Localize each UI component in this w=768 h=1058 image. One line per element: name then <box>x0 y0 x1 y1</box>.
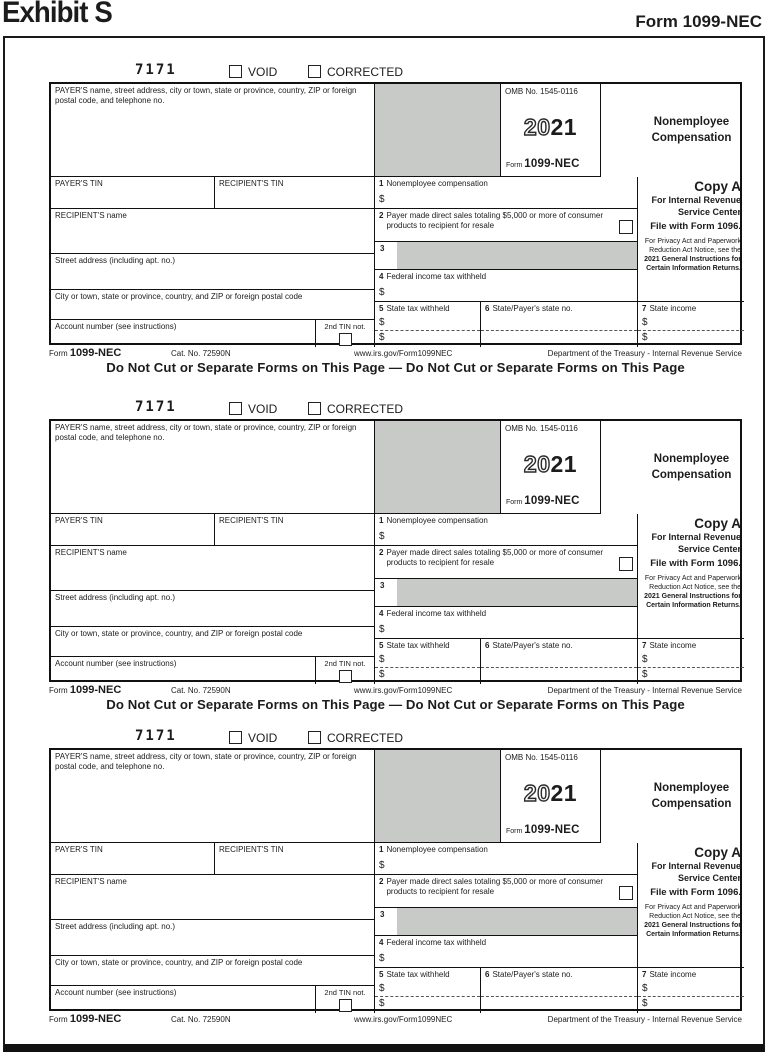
form-number: 1099-NEC <box>524 158 580 171</box>
box6-state-payer-no[interactable] <box>481 968 638 1013</box>
box5-dollar-1: $ <box>379 317 385 328</box>
account-number-cell[interactable] <box>51 320 316 347</box>
box6-state-payer-no[interactable] <box>481 302 638 347</box>
form-footer <box>49 345 742 360</box>
box2-number: 2 <box>379 211 384 220</box>
box4-dollar-sign: $ <box>379 953 385 965</box>
shaded-area <box>375 84 501 177</box>
city-cell[interactable] <box>51 290 375 320</box>
box2-direct-sales <box>375 875 638 908</box>
recipient-name-cell[interactable] <box>51 875 375 920</box>
box6-label: 6 State/Payer's state no. <box>481 302 637 316</box>
street-address-cell[interactable] <box>51 254 375 290</box>
copy-a-line1: For Internal Revenue <box>651 195 741 206</box>
exhibit-title: Exhibit S <box>2 0 112 29</box>
copy-a-line2: Service Center <box>677 206 741 217</box>
form-title <box>601 115 744 146</box>
box1-number: 1 <box>379 845 384 854</box>
void-label: VOID <box>248 731 278 745</box>
box3-shaded-area <box>397 242 637 269</box>
box3-number: 3 <box>375 908 397 923</box>
second-tin-not-cell <box>316 320 375 347</box>
void-checkbox[interactable] <box>229 65 242 78</box>
box4-label: 4 Federal income tax withheld <box>379 938 487 947</box>
void-label: VOID <box>248 402 278 416</box>
account-number-label: Account number (see instructions) <box>55 659 177 668</box>
form-title <box>601 452 744 483</box>
box1-nonemployee-compensation[interactable] <box>375 843 638 875</box>
box4-federal-tax-withheld[interactable] <box>375 607 638 639</box>
copy-a-cell <box>638 843 744 968</box>
corrected-label: CORRECTED <box>327 65 404 79</box>
box5-dollar-2: $ <box>379 332 385 343</box>
form-footer <box>49 682 742 697</box>
box5-dollar-1: $ <box>379 654 385 665</box>
copy-a-line1: For Internal Revenue <box>651 532 741 543</box>
void-checkbox[interactable] <box>229 731 242 744</box>
box1-nonemployee-compensation[interactable] <box>375 177 638 209</box>
payer-tin-cell[interactable] <box>51 514 215 546</box>
footer-form-id: Form 1099-NEC <box>49 684 122 696</box>
street-address-label: Street address (including apt. no.) <box>55 922 176 931</box>
recipient-name-cell[interactable] <box>51 209 375 254</box>
street-address-label: Street address (including apt. no.) <box>55 256 176 265</box>
form-title-line1: Nonemployee <box>653 115 730 128</box>
box7-dollar-1: $ <box>642 654 648 665</box>
do-not-cut-line: Do Not Cut or Separate Forms on This Page — Do Not Cut or Separate Forms on This Page <box>106 697 685 712</box>
corrected-checkbox[interactable] <box>308 65 321 78</box>
year-prefix: 20 <box>523 450 551 477</box>
box4-label: 4 Federal income tax withheld <box>379 272 487 281</box>
box7-label: 7 State income <box>638 968 744 982</box>
copy-a-line1: For Internal Revenue <box>651 861 741 872</box>
box5-label: 5 State tax withheld <box>375 302 480 316</box>
treasury-department-line: Department of the Treasury - Internal Revenue Service <box>547 1015 742 1024</box>
form-1099nec-copy <box>49 62 742 377</box>
copy-a-line2: Service Center <box>677 543 741 554</box>
do-not-cut-line: Do Not Cut or Separate Forms on This Page — Do Not Cut or Separate Forms on This Page <box>106 360 685 375</box>
form-1099nec-copy <box>49 728 742 1026</box>
form-title-cell <box>601 750 744 843</box>
box3-shaded-area <box>397 908 637 935</box>
box3-shaded <box>375 242 638 270</box>
omb-cell <box>501 750 601 843</box>
box5-dollar-2: $ <box>379 998 385 1009</box>
box2-direct-sales <box>375 209 638 242</box>
omb-number: OMB No. 1545-0116 <box>505 424 578 433</box>
box4-number: 4 <box>379 938 384 947</box>
corrected-checkbox[interactable] <box>308 731 321 744</box>
box5-number: 5 <box>379 970 384 979</box>
box6-number: 6 <box>485 970 490 979</box>
form-word: Form <box>506 828 523 836</box>
second-tin-not-label: 2nd TIN not. <box>324 322 366 331</box>
print-code: 7171 <box>135 728 177 744</box>
box7-state-income[interactable] <box>638 302 744 347</box>
omb-cell <box>501 421 601 514</box>
file-with-1096: File with Form 1096. <box>650 886 741 898</box>
irs-url: www.irs.gov/Form1099NEC <box>354 1015 453 1024</box>
box7-label: 7 State income <box>638 302 744 316</box>
box2-label: 2 Payer made direct sales totaling $5,000 or more of consumer products to recipient for resale <box>379 548 604 568</box>
box2-label: 2 Payer made direct sales totaling $5,000 or more of consumer products to recipient for resale <box>379 211 604 231</box>
box2-checkbox[interactable] <box>619 557 633 571</box>
omb-number: OMB No. 1545-0116 <box>505 753 578 762</box>
form-sheet <box>3 36 765 1052</box>
box1-dollar-sign: $ <box>379 531 385 543</box>
print-code: 7171 <box>135 399 177 415</box>
box3-number: 3 <box>375 579 397 594</box>
account-number-label: Account number (see instructions) <box>55 988 177 997</box>
payer-name-label: PAYER'S name, street address, city or town, state or province, country, ZIP or foreign postal code, and telephone no. <box>55 86 357 106</box>
box1-number: 1 <box>379 179 384 188</box>
box7-label: 7 State income <box>638 639 744 653</box>
box5-number: 5 <box>379 641 384 650</box>
box3-shaded-area <box>397 579 637 606</box>
form-code-row <box>49 62 742 82</box>
recipient-tin-cell[interactable] <box>215 177 375 209</box>
box4-number: 4 <box>379 272 384 281</box>
year-suffix: 21 <box>550 779 578 806</box>
form-word: Form <box>506 162 523 170</box>
recipient-tin-label: RECIPIENT'S TIN <box>219 516 284 525</box>
box7-number: 7 <box>642 304 647 313</box>
year-suffix: 21 <box>550 113 578 140</box>
second-tin-not-checkbox[interactable] <box>339 333 352 346</box>
corrected-checkbox[interactable] <box>308 402 321 415</box>
recipient-tin-cell[interactable] <box>215 514 375 546</box>
box3-number: 3 <box>375 242 397 257</box>
box7-state-income[interactable] <box>638 639 744 684</box>
form-id <box>501 157 600 176</box>
treasury-department-line: Department of the Treasury - Internal Revenue Service <box>547 686 742 695</box>
payer-tin-label: PAYER'S TIN <box>55 516 103 525</box>
form-id <box>501 494 600 513</box>
copy-a-cell <box>638 177 744 302</box>
second-tin-not-cell <box>316 986 375 1013</box>
copy-a-title: Copy A <box>694 179 741 194</box>
city-cell[interactable] <box>51 956 375 986</box>
recipient-name-cell[interactable] <box>51 546 375 591</box>
box3-shaded <box>375 908 638 936</box>
payer-tin-label: PAYER'S TIN <box>55 179 103 188</box>
account-number-cell[interactable] <box>51 986 316 1013</box>
form-title-cell <box>601 84 744 177</box>
box2-direct-sales <box>375 546 638 579</box>
second-tin-not-cell <box>316 657 375 684</box>
payer-tin-label: PAYER'S TIN <box>55 845 103 854</box>
box2-number: 2 <box>379 548 384 557</box>
copy-a-line2: Service Center <box>677 872 741 883</box>
recipient-tin-label: RECIPIENT'S TIN <box>219 845 284 854</box>
box4-federal-tax-withheld[interactable] <box>375 270 638 302</box>
box5-state-tax-withheld[interactable] <box>375 968 481 1013</box>
form-title-line1: Nonemployee <box>653 781 730 794</box>
irs-url: www.irs.gov/Form1099NEC <box>354 686 453 695</box>
city-label: City or town, state or province, country, and ZIP or foreign postal code <box>55 629 303 638</box>
box6-state-payer-no[interactable] <box>481 639 638 684</box>
shaded-area <box>375 750 501 843</box>
form-1099nec-copy <box>49 399 742 714</box>
recipient-name-label: RECIPIENT'S name <box>55 548 127 557</box>
catalog-number: Cat. No. 72590N <box>171 686 231 695</box>
box7-dollar-1: $ <box>642 983 648 994</box>
payer-name-cell <box>51 421 375 514</box>
second-tin-not-checkbox[interactable] <box>339 999 352 1012</box>
header-form-reference: Form 1099-NEC <box>635 12 762 31</box>
footer-form-id: Form 1099-NEC <box>49 347 122 359</box>
box4-federal-tax-withheld[interactable] <box>375 936 638 968</box>
box3-shaded <box>375 579 638 607</box>
form-id <box>501 823 600 842</box>
year-prefix: 20 <box>523 113 551 140</box>
privacy-notice: For Privacy Act and Paperwork Reduction Act Notice, see the 2021 General Instructions for Certain Information Returns. <box>644 237 741 273</box>
form-title-line2: Compensation <box>651 797 732 810</box>
form-number: 1099-NEC <box>524 824 580 837</box>
payer-name-label: PAYER'S name, street address, city or town, state or province, country, ZIP or foreign postal code, and telephone no. <box>55 423 357 443</box>
account-number-cell[interactable] <box>51 657 316 684</box>
treasury-department-line: Department of the Treasury - Internal Revenue Service <box>547 349 742 358</box>
box7-state-income[interactable] <box>638 968 744 1013</box>
form-title-line1: Nonemployee <box>653 452 730 465</box>
forms-container <box>49 62 763 1026</box>
street-address-label: Street address (including apt. no.) <box>55 593 176 602</box>
omb-number: OMB No. 1545-0116 <box>505 87 578 96</box>
recipient-tin-cell[interactable] <box>215 843 375 875</box>
payer-tin-cell[interactable] <box>51 177 215 209</box>
street-address-cell[interactable] <box>51 920 375 956</box>
void-label: VOID <box>248 65 278 79</box>
second-tin-not-label: 2nd TIN not. <box>324 988 366 997</box>
second-tin-not-checkbox[interactable] <box>339 670 352 683</box>
box5-label: 5 State tax withheld <box>375 639 480 653</box>
box5-number: 5 <box>379 304 384 313</box>
form-table <box>49 82 742 345</box>
form-title-line2: Compensation <box>651 468 732 481</box>
box2-label: 2 Payer made direct sales totaling $5,000 or more of consumer products to recipient for resale <box>379 877 604 897</box>
year-suffix: 21 <box>550 450 578 477</box>
payer-name-label: PAYER'S name, street address, city or town, state or province, country, ZIP or foreign postal code, and telephone no. <box>55 752 357 772</box>
payer-name-cell <box>51 750 375 843</box>
box1-number: 1 <box>379 516 384 525</box>
box7-dollar-2: $ <box>642 998 648 1009</box>
footer-form-id: Form 1099-NEC <box>49 1013 122 1025</box>
box1-dollar-sign: $ <box>379 194 385 206</box>
tax-year <box>501 763 600 823</box>
file-with-1096: File with Form 1096. <box>650 220 741 232</box>
copy-a-title: Copy A <box>694 516 741 531</box>
corrected-label: CORRECTED <box>327 402 404 416</box>
street-address-cell[interactable] <box>51 591 375 627</box>
city-cell[interactable] <box>51 627 375 657</box>
account-number-label: Account number (see instructions) <box>55 322 177 331</box>
file-with-1096: File with Form 1096. <box>650 557 741 569</box>
box1-nonemployee-compensation[interactable] <box>375 514 638 546</box>
form-footer <box>49 1011 742 1026</box>
box2-checkbox[interactable] <box>619 220 633 234</box>
second-tin-not-label: 2nd TIN not. <box>324 659 366 668</box>
payer-tin-cell[interactable] <box>51 843 215 875</box>
box5-state-tax-withheld[interactable] <box>375 302 481 347</box>
form-code-row <box>49 399 742 419</box>
void-checkbox[interactable] <box>229 402 242 415</box>
omb-cell <box>501 84 601 177</box>
box7-dollar-2: $ <box>642 669 648 680</box>
catalog-number: Cat. No. 72590N <box>171 1015 231 1024</box>
tax-year <box>501 434 600 494</box>
copy-a-cell <box>638 514 744 639</box>
box5-dollar-2: $ <box>379 669 385 680</box>
box6-label: 6 State/Payer's state no. <box>481 968 637 982</box>
recipient-tin-label: RECIPIENT'S TIN <box>219 179 284 188</box>
privacy-notice: For Privacy Act and Paperwork Reduction Act Notice, see the 2021 General Instructions for Certain Information Returns. <box>644 903 741 939</box>
city-label: City or town, state or province, country, and ZIP or foreign postal code <box>55 958 303 967</box>
form-title-line2: Compensation <box>651 131 732 144</box>
form-number: 1099-NEC <box>524 495 580 508</box>
box6-number: 6 <box>485 304 490 313</box>
box2-number: 2 <box>379 877 384 886</box>
catalog-number: Cat. No. 72590N <box>171 349 231 358</box>
box4-dollar-sign: $ <box>379 287 385 299</box>
box7-number: 7 <box>642 641 647 650</box>
box6-label: 6 State/Payer's state no. <box>481 639 637 653</box>
box4-dollar-sign: $ <box>379 624 385 636</box>
box6-number: 6 <box>485 641 490 650</box>
form-word: Form <box>506 499 523 507</box>
print-code: 7171 <box>135 62 177 78</box>
box4-number: 4 <box>379 609 384 618</box>
form-code-row <box>49 728 742 748</box>
form-table <box>49 419 742 682</box>
box5-state-tax-withheld[interactable] <box>375 639 481 684</box>
city-label: City or town, state or province, country, and ZIP or foreign postal code <box>55 292 303 301</box>
box1-label: 1 Nonemployee compensation <box>379 179 488 188</box>
recipient-name-label: RECIPIENT'S name <box>55 877 127 886</box>
recipient-name-label: RECIPIENT'S name <box>55 211 127 220</box>
form-title <box>601 781 744 812</box>
year-prefix: 20 <box>523 779 551 806</box>
box7-dollar-1: $ <box>642 317 648 328</box>
irs-url: www.irs.gov/Form1099NEC <box>354 349 453 358</box>
copy-a-title: Copy A <box>694 845 741 860</box>
box1-dollar-sign: $ <box>379 860 385 872</box>
box2-checkbox[interactable] <box>619 886 633 900</box>
box7-number: 7 <box>642 970 647 979</box>
box5-label: 5 State tax withheld <box>375 968 480 982</box>
box1-label: 1 Nonemployee compensation <box>379 845 488 854</box>
shaded-area <box>375 421 501 514</box>
box4-label: 4 Federal income tax withheld <box>379 609 487 618</box>
corrected-label: CORRECTED <box>327 731 404 745</box>
payer-name-cell <box>51 84 375 177</box>
form-title-cell <box>601 421 744 514</box>
box7-dollar-2: $ <box>642 332 648 343</box>
privacy-notice: For Privacy Act and Paperwork Reduction Act Notice, see the 2021 General Instructions for Certain Information Returns. <box>644 574 741 610</box>
box5-dollar-1: $ <box>379 983 385 994</box>
box1-label: 1 Nonemployee compensation <box>379 516 488 525</box>
form-table <box>49 748 742 1011</box>
tax-year <box>501 97 600 157</box>
